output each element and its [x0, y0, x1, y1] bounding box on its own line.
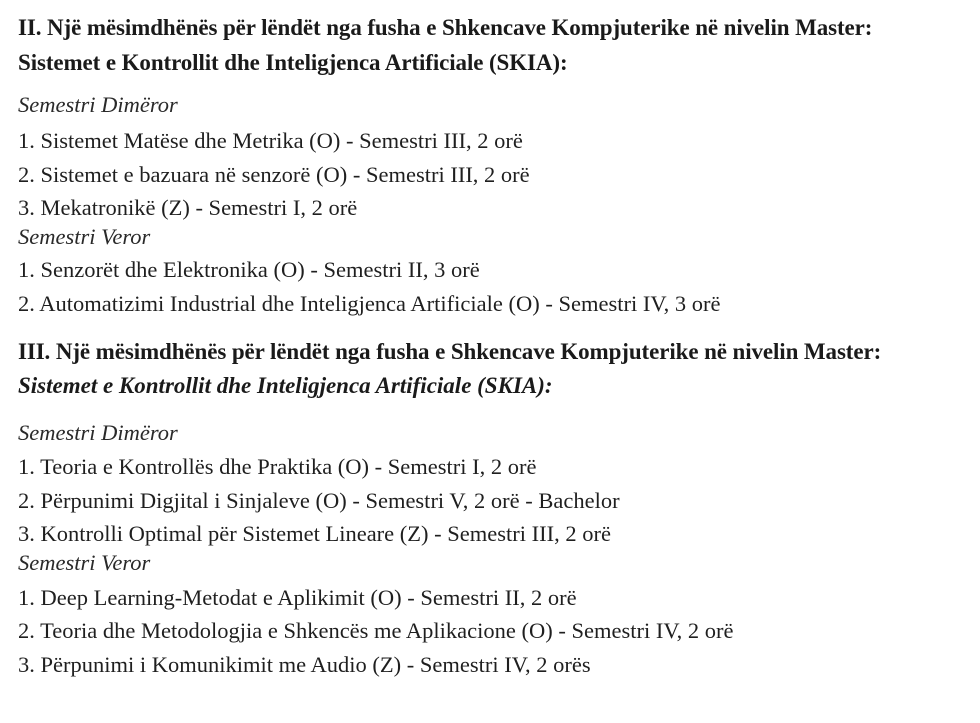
semester-label-summer: Semestri Veror	[18, 224, 151, 249]
section-heading: II. Një mësimdhënës për lëndët nga fusha e Shkencave Kompjuterike në nivelin Master:	[18, 15, 873, 40]
course-item: 2. Automatizimi Industrial dhe Inteligjenca Artificiale (O) - Semestri IV, 3 orë	[18, 291, 721, 316]
course-item: 1. Senzorët dhe Elektronika (O) - Semestri II, 3 orë	[18, 257, 480, 282]
course-item: 2. Sistemet e bazuara në senzorë (O) - Semestri III, 2 orë	[18, 162, 530, 187]
program-title: Sistemet e Kontrollit dhe Inteligjenca Artificiale (SKIA):	[18, 373, 553, 398]
course-item: 1. Deep Learning-Metodat e Aplikimit (O) - Semestri II, 2 orë	[18, 585, 577, 610]
course-item: 1. Sistemet Matëse dhe Metrika (O) - Semestri III, 2 orë	[18, 128, 523, 153]
course-item: 3. Kontrolli Optimal për Sistemet Lineare (Z) - Semestri III, 2 orë	[18, 521, 611, 546]
course-item: 3. Mekatronikë (Z) - Semestri I, 2 orë	[18, 195, 358, 220]
course-item: 3. Përpunimi i Komunikimit me Audio (Z) - Semestri IV, 2 orës	[18, 652, 591, 677]
semester-label-summer: Semestri Veror	[18, 550, 151, 575]
course-item: 2. Përpunimi Digjital i Sinjaleve (O) - Semestri V, 2 orë - Bachelor	[18, 488, 620, 513]
program-title: Sistemet e Kontrollit dhe Inteligjenca Artificiale (SKIA):	[18, 50, 568, 75]
course-item: 1. Teoria e Kontrollës dhe Praktika (O) - Semestri I, 2 orë	[18, 454, 537, 479]
semester-label-winter: Semestri Dimëror	[18, 92, 178, 117]
course-item: 2. Teoria dhe Metodologjia e Shkencës me Aplikacione (O) - Semestri IV, 2 orë	[18, 618, 734, 643]
section-heading: III. Një mësimdhënës për lëndët nga fusha e Shkencave Kompjuterike në nivelin Master:	[18, 339, 882, 364]
semester-label-winter: Semestri Dimëror	[18, 420, 178, 445]
